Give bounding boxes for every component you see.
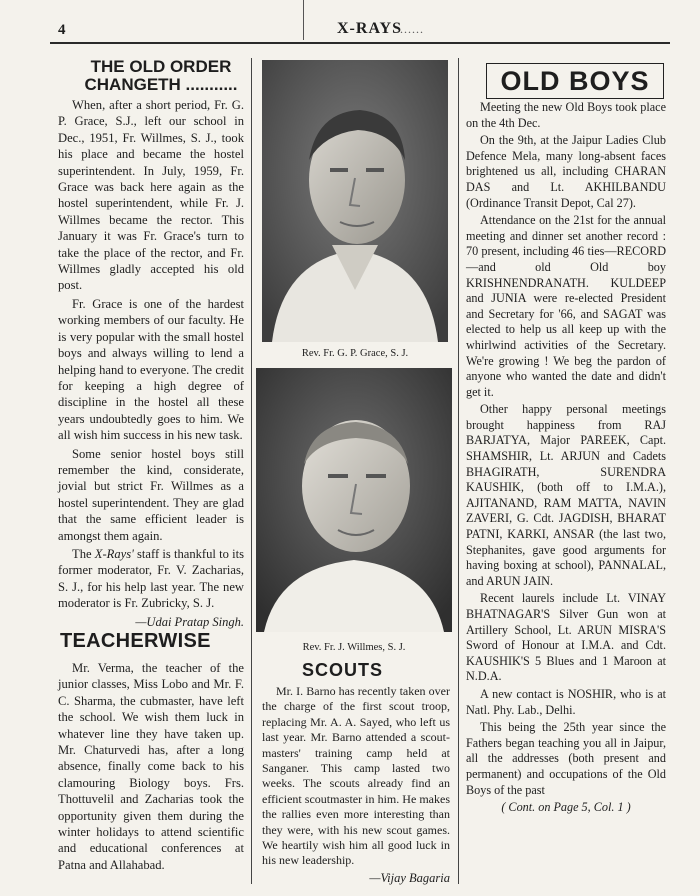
continued-note: ( Cont. on Page 5, Col. 1 ) bbox=[501, 800, 631, 815]
caption-grace: Rev. Fr. G. P. Grace, S. J. bbox=[301, 348, 409, 359]
header-rule bbox=[50, 42, 670, 44]
old-order-article bbox=[58, 97, 244, 630]
old-boys-paragraph: This being the 25th year since the Fathers began teaching you all in Jaipur, all the addresses (both present and permanent) and occupations of the Old Boys of the past bbox=[466, 720, 666, 797]
scouts-article bbox=[262, 684, 450, 886]
caption-willmes: Rev. Fr. J. Willmes, S. J. bbox=[302, 642, 406, 653]
teacherwise-paragraph: Mr. Verma, the teacher of the junior classes, Miss Lobo and Mr. F. C. Sharma, the cubmaster, have left the school. We wish them luck in whatever line they have taken up. Mr. Chaturvedi has, after a long absence, finally come back to his clamouring Biology boys. Frs. Thottuvelil and Zacharias took the opportunity given them during the winter holidays to attend scientific and educational conferences at Patna and Allahabad. bbox=[58, 661, 244, 872]
teacherwise-article bbox=[58, 660, 244, 875]
portrait-photo-willmes bbox=[256, 368, 452, 632]
scouts-paragraph: Mr. I. Barno has recently taken over the charge of the first scout troop, replacing Mr. A. A. Sayed, who left us last year. Mr. Barno attended a scout-masters' training camp held at Sanganer. This camp lasted two weeks. The scouts already find an efficient scoutmaster in him. He makes the rallies even more interesting than they were, with his new scout games. We heartily wish him all good luck in his new leadership. bbox=[262, 684, 450, 868]
old-order-paragraph: Some senior hostel boys still remember the kind, considerate, jovial but strict Fr. Willmes as a hostel superintendent. They are glad that the same efficient leader is amongst them again. bbox=[58, 446, 244, 543]
old-order-heading-line2: CHANGETH ........... bbox=[84, 75, 238, 94]
text-span: The bbox=[72, 546, 95, 561]
old-boys-paragraph: Meeting the new Old Boys took place on the 4th Dec. bbox=[466, 100, 666, 130]
old-boys-heading: OLD BOYS bbox=[486, 63, 664, 99]
old-boys-paragraph: Other happy personal meetings brought happiness from RAJ BARJATYA, Major PAREEK, Capt. SHAMSHIR, Lt. ARJUN and Cadets BHAGIRATH, SURENDRA KAUSHIK, (both off to I.M.A.), AJITANAND, RAM MATTA, NAVIN ZAVERI, G. Cdt. JAGDISH, BHARAT PATNI, KARKI, ANSAR (the last two, Stephanites, gave good arguments for having boxing at school), PANNALAL, and ARUN JAIN. bbox=[466, 402, 666, 588]
text-span: staff is thankful to its former moderator, Fr. V. Zacharias, S. J., for his help last year. The new moderator is Fr. Zubricky, S. J. bbox=[58, 546, 244, 611]
portrait-grace-image bbox=[262, 60, 448, 342]
old-order-paragraph: Fr. Grace is one of the hardest working members of our faculty. He is very popular with the small hostel boys and always willing to lend a helping hand to everyone. The credit for keeping a high degree of discipline in the hostel all these years undoubtedly goes to him. We all wish him success in his new task. bbox=[58, 296, 244, 443]
old-boys-paragraph: On the 9th, at the Jaipur Ladies Club Defence Mela, many long-absent faces brightened us all, including CHARAN DAS and Lt. AKHILBANDU (Ordinance Transit Depot, Cal 27). bbox=[466, 133, 666, 210]
old-boys-paragraph: Attendance on the 21st for the annual meeting and dinner set another record : 70 present, including 46 ties—RECORD—and old Old boy KRISHNENDRANATH. KULDEEP and JUNIA were re-elected President and Secretary for '66, and SAGAT was elected to help us all keep up with the whirlwind activities of the Secretary. We're growing ! We beg the pardon of anyone who wanted the date and didn't get it. bbox=[466, 213, 666, 399]
scouts-heading: SCOUTS bbox=[302, 660, 384, 680]
old-order-heading-line1: THE OLD ORDER bbox=[90, 57, 232, 76]
old-boys-paragraph: A new contact is NOSHIR, who is at Natl. Phy. Lab., Delhi. bbox=[466, 686, 666, 717]
old-order-paragraph: When, after a short period, Fr. G. P. Grace, S.J., left our school in Dec., 1951, Fr. Willmes, S. J., took his place and became the hostel superintendent. In July, 1959, Fr. Grace was back here again as the hostel superintendent, while Fr. J. Willmes became the rector. This January it was Fr. Grace's turn to take the place of the rector, and Fr. Willmes gladly accepted his old post. bbox=[58, 98, 244, 293]
column-divider bbox=[251, 58, 252, 884]
old-order-paragraph bbox=[58, 546, 244, 612]
page-number: 4 bbox=[58, 22, 66, 38]
portrait-willmes-image bbox=[256, 368, 452, 632]
scouts-byline: —Vijay Bagaria bbox=[369, 870, 450, 885]
old-boys-article bbox=[466, 100, 666, 816]
old-order-byline: —Udai Pratap Singh. bbox=[135, 614, 244, 629]
newsletter-title: X-RAYS bbox=[337, 20, 402, 37]
xrays-italic: X-Rays' bbox=[94, 546, 134, 561]
teacherwise-heading: TEACHERWISE bbox=[60, 630, 211, 652]
column-divider bbox=[458, 58, 459, 884]
old-order-heading bbox=[76, 58, 246, 94]
column-fold-mark bbox=[303, 0, 304, 40]
old-boys-paragraph: Recent laurels include Lt. VINAY BHATNAGAR'S Silver Gun won at Artillery School, Lt. ARUN MISRA'S Sword of Honour at I.M.A. and Cdt. KAUSHIK'S 5 Blues and 1 Maroon at N.D.A. bbox=[466, 591, 666, 684]
portrait-photo-grace bbox=[262, 60, 448, 342]
header-dots: ....... bbox=[396, 22, 424, 36]
